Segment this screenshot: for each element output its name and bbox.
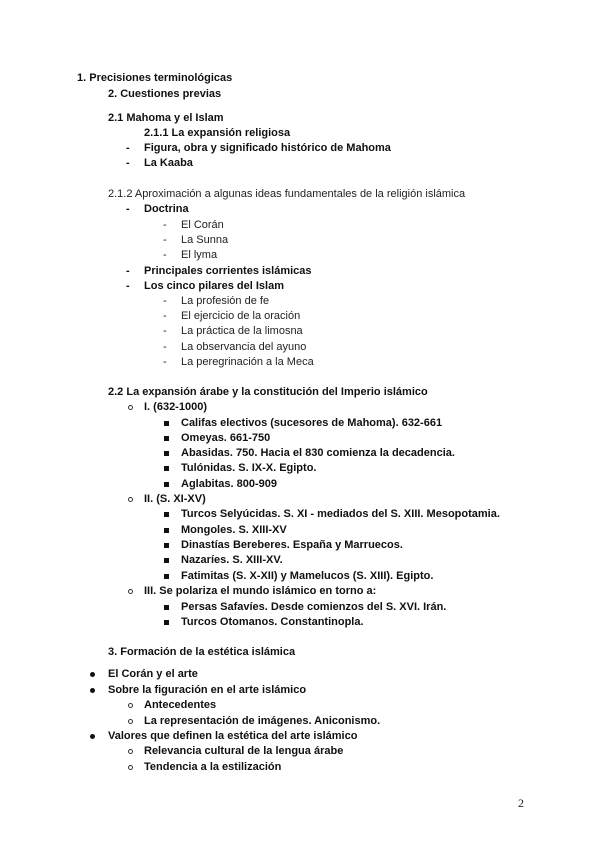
circle-bullet-icon xyxy=(128,497,133,502)
square-bullet-icon xyxy=(164,451,169,456)
dash-marker: - xyxy=(163,219,167,231)
bullet-icon xyxy=(90,734,95,739)
square-bullet-icon xyxy=(164,482,169,487)
circle-bullet-icon xyxy=(128,719,133,724)
list-item: La práctica de la limosna xyxy=(181,325,303,337)
list-item: Nazaríes. S. XIII-XV. xyxy=(181,554,283,566)
list-item: Aglabitas. 800-909 xyxy=(181,478,277,490)
list-item: Valores que definen la estética del arte islámico xyxy=(108,730,358,742)
doctrina-label: Doctrina xyxy=(144,203,189,215)
square-bullet-icon xyxy=(164,436,169,441)
square-bullet-icon xyxy=(164,528,169,533)
list-item: La Kaaba xyxy=(144,157,193,169)
circle-bullet-icon xyxy=(128,405,133,410)
circle-bullet-icon xyxy=(128,765,133,770)
square-bullet-icon xyxy=(164,543,169,548)
dash-marker: - xyxy=(163,325,167,337)
list-item: Califas electivos (sucesores de Mahoma). 632-661 xyxy=(181,417,443,429)
heading-aproximacion: 2.1.2 Aproximación a algunas ideas fundamentales de la religión islámica xyxy=(108,188,466,200)
dash-marker: - xyxy=(163,341,167,353)
square-bullet-icon xyxy=(164,421,169,426)
period-label: III. Se polariza el mundo islámico en torno a: xyxy=(144,585,377,597)
list-item: La profesión de fe xyxy=(181,295,270,307)
list-item: El ejercicio de la oración xyxy=(181,310,301,322)
list-item: Dinastías Bereberes. España y Marruecos. xyxy=(181,539,403,551)
list-item: Relevancia cultural de la lengua árabe xyxy=(144,745,344,757)
square-bullet-icon xyxy=(164,466,169,471)
list-item: Omeyas. 661-750 xyxy=(181,432,271,444)
list-item: Persas Safavíes. Desde comienzos del S. XVI. Irán. xyxy=(181,601,447,613)
list-item: El lyma xyxy=(181,249,218,261)
dash-marker: - xyxy=(163,234,167,246)
heading-precisiones: 1. Precisiones terminológicas xyxy=(77,72,233,84)
circle-bullet-icon xyxy=(128,589,133,594)
dash-marker: - xyxy=(163,249,167,261)
list-item: Sobre la figuración en el arte islámico xyxy=(108,684,307,696)
square-bullet-icon xyxy=(164,574,169,579)
heading-mahoma-islam: 2.1 Mahoma y el Islam xyxy=(108,112,224,124)
dash-marker: - xyxy=(126,265,130,277)
square-bullet-icon xyxy=(164,512,169,517)
list-item: La observancia del ayuno xyxy=(181,341,307,353)
dash-marker: - xyxy=(163,295,167,307)
pilares-label: Los cinco pilares del Islam xyxy=(144,280,284,292)
list-item: Antecedentes xyxy=(144,699,217,711)
dash-marker: - xyxy=(126,157,130,169)
dash-marker: - xyxy=(163,310,167,322)
dash-marker: - xyxy=(163,356,167,368)
list-item: La Sunna xyxy=(181,234,229,246)
list-item: El Corán y el arte xyxy=(108,668,198,680)
dash-marker: - xyxy=(126,280,130,292)
heading-cuestiones-previas: 2. Cuestiones previas xyxy=(108,88,222,100)
dash-marker: - xyxy=(126,142,130,154)
list-item: Fatimitas (S. X-XII) y Mamelucos (S. XIII). Egipto. xyxy=(181,570,434,582)
list-item: Tulónidas. S. IX-X. Egipto. xyxy=(181,462,317,474)
list-item: Abasidas. 750. Hacia el 830 comienza la decadencia. xyxy=(181,447,455,459)
list-item: La peregrinación a la Meca xyxy=(181,356,314,368)
list-item: Figura, obra y significado histórico de Mahoma xyxy=(144,142,391,154)
bullet-icon xyxy=(90,688,95,693)
square-bullet-icon xyxy=(164,605,169,610)
list-item: El Corán xyxy=(181,219,224,231)
list-item: Turcos Selyúcidas. S. XI - mediados del S. XIII. Mesopotamia. xyxy=(181,508,500,520)
period-label: II. (S. XI-XV) xyxy=(144,493,206,505)
heading-expansion-religiosa: 2.1.1 La expansión religiosa xyxy=(144,127,291,139)
period-label: I. (632-1000) xyxy=(144,401,207,413)
list-item: La representación de imágenes. Aniconismo. xyxy=(144,715,381,727)
heading-expansion-arabe: 2.2 La expansión árabe y la constitución del Imperio islámico xyxy=(108,386,428,398)
square-bullet-icon xyxy=(164,620,169,625)
list-item: Tendencia a la estilización xyxy=(144,761,282,773)
square-bullet-icon xyxy=(164,558,169,563)
circle-bullet-icon xyxy=(128,749,133,754)
circle-bullet-icon xyxy=(128,703,133,708)
corrientes-label: Principales corrientes islámicas xyxy=(144,265,312,277)
page-number: 2 xyxy=(518,796,524,810)
list-item: Turcos Otomanos. Constantinopla. xyxy=(181,616,364,628)
dash-marker: - xyxy=(126,203,130,215)
bullet-icon xyxy=(90,672,95,677)
heading-formacion-estetica: 3. Formación de la estética islámica xyxy=(108,646,296,658)
list-item: Mongoles. S. XIII-XV xyxy=(181,524,287,536)
